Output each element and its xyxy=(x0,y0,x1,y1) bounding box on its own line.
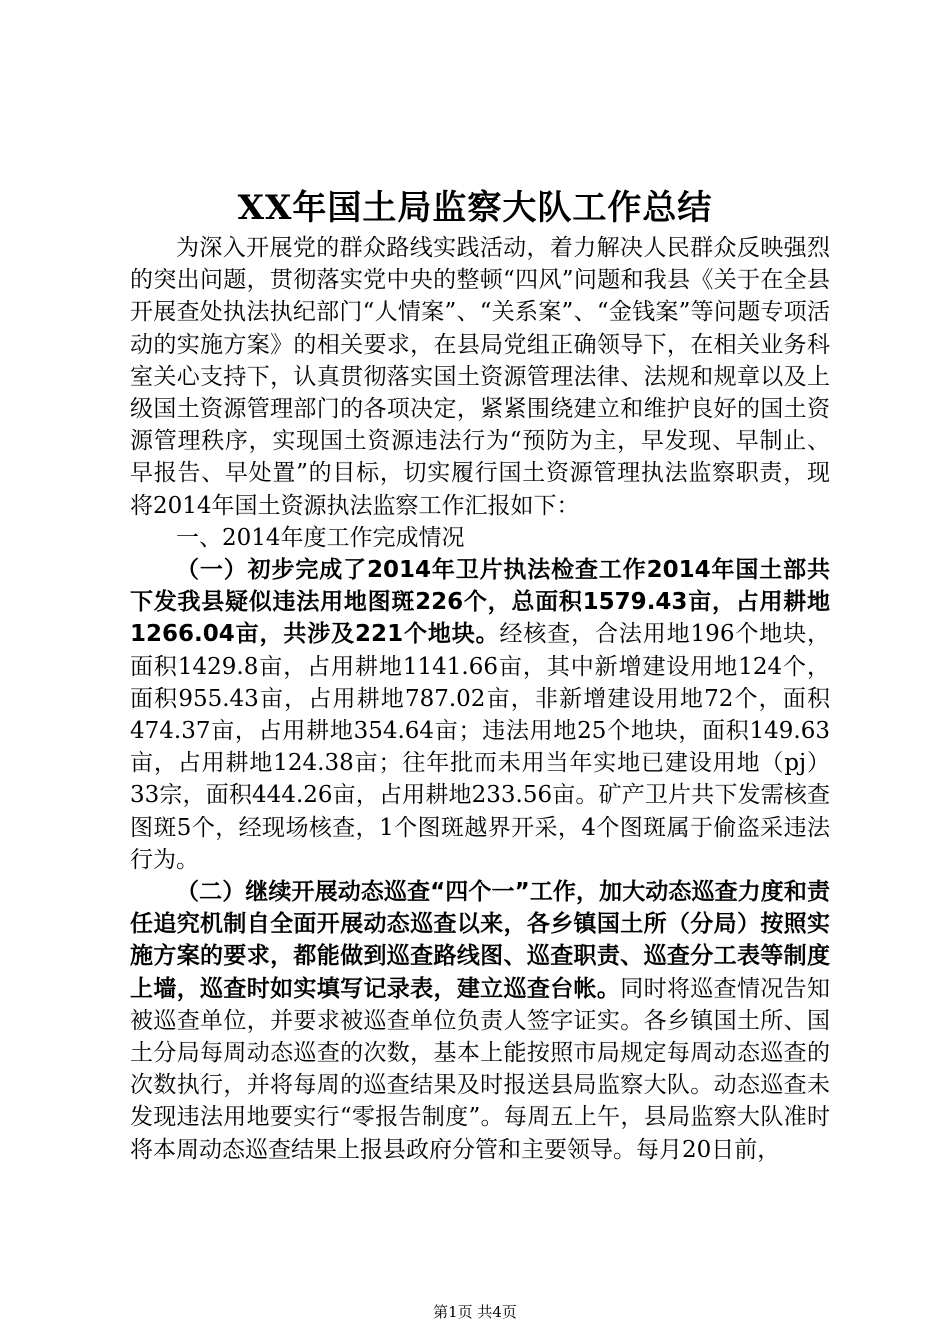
section-heading: 一、2014年度工作完成情况 xyxy=(176,524,465,551)
paragraph-1-bold: （一）初步完成了2014年卫片执法检查工作2014年国土部共下发我县疑似违法用地图斑226个，总面积1579.43亩，占用耕地1266.04亩，共涉及221个地块。 xyxy=(130,557,830,648)
document-title: XX年国土局监察大队工作总结 xyxy=(237,188,713,228)
page-footer: 第1页 共4页 xyxy=(433,1303,517,1321)
paragraph-1-rest: 经核查，合法用地196个地块，面积1429.8亩，占用耕地1141.66亩，其中新增建设用地124个，面积955.43亩，占用耕地787.02亩，非新增建设用地72个，面积474.37亩，占用耕地354.64亩；违法用地25个地块，面积149.63亩，占用耕地124.38亩；往年批而未用当年实地已建设用地（pj）33宗，面积444.26亩，占用耕地233.56亩。矿产卫片共下发需核查图斑5个，经现场核查，1个图斑越界开采，4个图斑属于偷盗采违法行为。 xyxy=(130,621,830,873)
paragraph-2-bold: （二）继续开展动态巡查“四个一”工作，加大动态巡查力度和责任追究机制自全面开展动态巡查以来，各乡镇国土所（分局）按照实施方案的要求，都能做到巡查路线图、巡查职责、巡查分工表等制度上墙，巡查时如实填写记录表，建立巡查台帐。 xyxy=(130,879,830,1002)
paragraph-1 xyxy=(130,554,830,876)
intro-paragraph: 为深入开展党的群众路线实践活动，着力解决人民群众反映强烈的突出问题，贯彻落实党中央的整顿“四风”问题和我县《关于在全县开展查处执法执纪部门“人情案”、“关系案”、“金钱案”等问题专项活动的实施方案》的相关要求，在县局党组正确领导下，在相关业务科室关心支持下，认真贯彻落实国土资源管理法律、法规和规章以及上级国土资源管理部门的各项决定，紧紧围绕建立和维护良好的国土资源管理秩序，实现国土资源违法行为“预防为主，早发现、早制止、早报告、早处置”的目标，切实履行国土资源管理执法监察职责，现将2014年国土资源执法监察工作汇报如下： xyxy=(130,235,830,519)
paragraph-2-rest: 同时将巡查情况告知被巡查单位，并要求被巡查单位负责人签字证实。各乡镇国土所、国土分局每周动态巡查的次数，基本上能按照市局规定每周动态巡查的次数执行，并将每周的巡查结果及时报送县局监察大队。动态巡查未发现违法用地要实行“零报告制度”。每周五上午，县局监察大队准时将本周动态巡查结果上报县政府分管和主要领导。每月20日前， xyxy=(130,975,831,1163)
paragraph-2 xyxy=(130,876,830,1166)
document-body xyxy=(130,232,830,1166)
